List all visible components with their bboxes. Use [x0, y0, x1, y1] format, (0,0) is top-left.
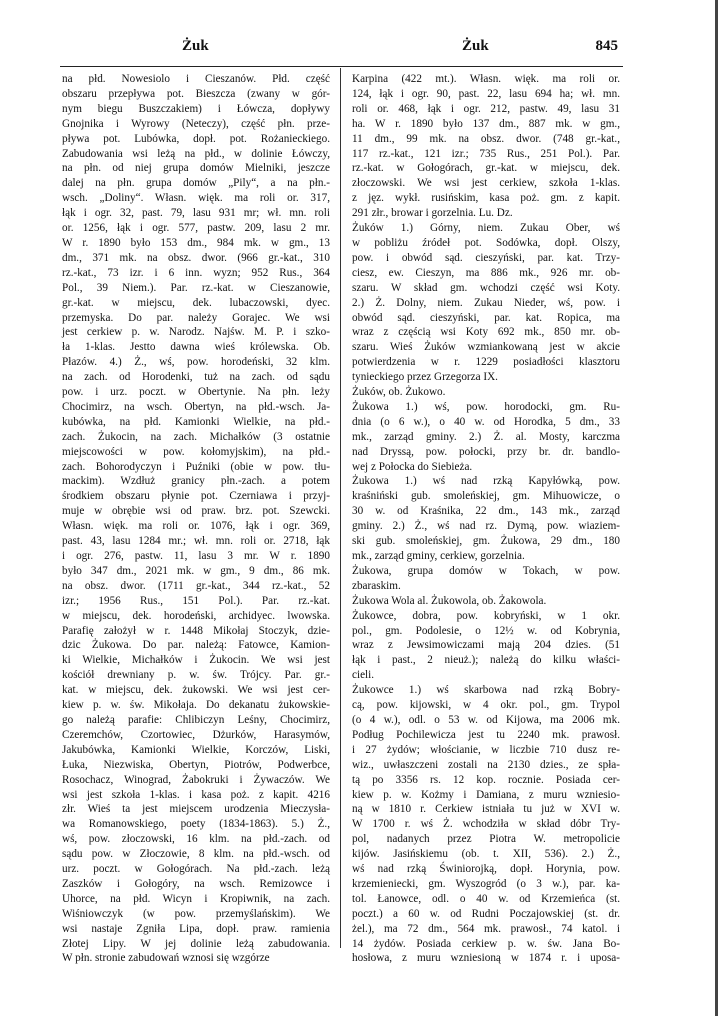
- text-line: izr.; 1956 Rus., 151 Pol.). Par. rz.-kat.: [62, 594, 330, 607]
- text-line: złoczowski. We wsi jest cerkiew, szkoła 1-klas.: [352, 177, 620, 190]
- text-line: wś, pow. złoczowski, 16 klm. na płd.-zach. od: [62, 833, 330, 846]
- text-line: dalej na płn. grupa domów „Pily“, a na płn.-: [62, 177, 330, 190]
- text-line: ki Wielkie, Michałków i Żukocin. We wsi jest: [62, 654, 330, 667]
- text-line: Zabudowania wsi leżą na płd., w dolinie Łówczy,: [62, 147, 330, 160]
- text-line: W r. 1890 było 153 dm., 984 mk. w gm., 13: [62, 236, 330, 249]
- text-line: gr.-kat. w miejscu, dek. lubaczowski, dyec.: [62, 296, 330, 309]
- text-line: zach. Bohorodyczyn i Puźniki (obie w pow. tłu-: [62, 460, 330, 473]
- text-line: 117 rz.-kat., 121 izr.; 735 Rus., 251 Pol.). Par.: [352, 147, 620, 160]
- text-line: Rosochacz, Winograd, Żabokruki i Żywaczów. We: [62, 773, 330, 786]
- header-right-title: Żuk: [462, 38, 489, 54]
- text-line: żel.), ma 72 dm., 564 mk. prawosł., 74 katol. i: [352, 922, 620, 935]
- text-line: Jakubówka, Kamionki Wielkie, Korczów, Liski,: [62, 743, 330, 756]
- text-line: środkiem obszaru płynie pot. Czerniawa i przyj-: [62, 490, 330, 503]
- text-line: Żukowa Wola al. Żukowola, ob. Żakowola.: [352, 594, 547, 607]
- text-line: past. 43, lasu 1284 mr.; wł. mn. roli or. 2718, łąk: [62, 535, 330, 548]
- text-line: W 1700 r. wś Ż. wchodziła w skład dóbr Try-: [352, 818, 620, 831]
- text-line: mk., zarząd gminy, cerkiew, gorzelnia.: [352, 550, 525, 562]
- text-line: zach. Żukocin, na zach. Michałków (3 ostatnie: [62, 430, 330, 443]
- text-line: Zaszków i Gołogóry, na wsch. Remizowce i: [62, 877, 330, 890]
- text-line: na obsz. dwor. (1711 gr.-kat., 344 rz.-kat., 52: [62, 579, 330, 592]
- text-line: Żuków 1.) Górny, niem. Zukau Ober, wś: [352, 222, 620, 235]
- text-line: Chocimirz, na wsch. Obertyn, na płd.-wsch. Ja-: [62, 400, 330, 413]
- text-line: Żukowa 1.) wś nad rzką Kapyłówką, pow.: [352, 475, 620, 488]
- text-line: Gnojnika i Wyrowy (Neteczy), część płn. prze-: [62, 117, 330, 130]
- text-line: Pol., 39 Niem.). Par. rz.-kat. w Cieszanowie,: [62, 281, 330, 294]
- text-line: wsi nastaje Zgniła Lipa, dopł. praw. ramienia: [62, 922, 330, 935]
- text-line: w pobliżu źródeł pot. Sodówka, dopł. Olszy,: [352, 236, 620, 249]
- text-line: na płn. od niej grupa domów Mielniki, jeszcze: [62, 162, 330, 175]
- text-line: kat. w miejscu, dek. żukowski. We wsi jest cer-: [62, 684, 330, 697]
- text-line: szaru. W skład gm. wchodzi część wsi Koty.: [352, 281, 620, 294]
- text-line: i ogr. 276, pastw. 11, lasu 3 mr. W r. 1890: [62, 550, 330, 562]
- text-line: pol, nadanych przez Piotra W. metropolicie: [352, 833, 620, 846]
- text-line: wraz z Jewsimowiczami mają 204 dzies. (51: [352, 639, 620, 652]
- text-line: kubówka, na płd. Kamionki Wielkie, na płd.-: [62, 415, 330, 428]
- text-line: Płazów. 4.) Ż., wś, pow. horodeński, 32 klm.: [62, 356, 330, 369]
- text-line: dzic Żukowa. Do par. należą: Fatowce, Kamion-: [62, 639, 330, 652]
- text-line: kraśniński gub. smoleńskiej, gm. Mihuowicze, o: [352, 490, 620, 503]
- text-line: wsi jest szkoła 1-klas. i kasa poż. z kapit. 4216: [62, 788, 330, 801]
- text-line: tol. Łanowce, odl. o 40 w. od Krzemieńca (st.: [352, 892, 620, 905]
- text-line: ciesz, ew. Cieszyn, ma 886 mk., 926 mr. ob-: [352, 266, 620, 279]
- text-line: kiew p. w. św. Mikołaja. Do dekanatu żukowskie-: [62, 699, 330, 712]
- text-line: go należą parafie: Chlibiczyn Leśny, Chocimirz,: [62, 713, 330, 726]
- text-line: Wiśniowczyk (w pow. przemyślańskim). We: [62, 907, 330, 920]
- text-line: ha. W r. 1890 było 137 dm., 887 mk. w gm.,: [352, 117, 620, 130]
- text-line: złr. Wieś ta jest miejscem urodzenia Mieczysła-: [62, 803, 330, 816]
- text-line: nad Dryssą, pow. połocki, przy br. dr. bandlo-: [352, 445, 620, 458]
- text-line: ski gub. smoleńskiej, gm. Żukowa, 29 dm., 180: [352, 535, 620, 548]
- text-line: 2.) Ż. Dolny, niem. Zukau Nieder, wś, pow. i: [352, 296, 620, 309]
- text-line: pol., gm. Podolesie, o 12½ w. od Kobrynia,: [352, 624, 620, 637]
- text-line: cą, pow. kijowski, w 4 okr. pol., gm. Trypol: [352, 699, 620, 712]
- text-line: dm., 371 mk. na obsz. dwor. (966 gr.-kat., 310: [62, 251, 330, 264]
- text-line: na płd. Nowesiolo i Cieszanów. Płd. część: [62, 73, 330, 85]
- text-line: wej z Połocka do Siebieża.: [352, 460, 473, 473]
- text-line: poczt.) a 60 w. od Rudni Poczajowskiej (st. dr.: [352, 907, 620, 920]
- text-line: pow. i obwód sąd. cieszyński, par. kat. Trzy-: [352, 251, 620, 264]
- text-line: mackim). Wzdłuż granicy płn.-zach. a potem: [62, 475, 330, 488]
- page-edge-shadow: [715, 0, 718, 1016]
- text-line: 14 żydów. Posiada cerkiew p. w. św. Jana Bo-: [352, 937, 620, 950]
- text-line: wsch. „Doliny“. Własn. więk. ma roli or. 317,: [62, 192, 330, 205]
- text-line: jest cerkiew p. w. Narodz. Najśw. M. P. i szko-: [62, 326, 330, 339]
- text-line: miejscowości w pow. kołomyjskim), na płd.-: [62, 445, 330, 458]
- text-line: Uhorce, na płd. Wicyn i Kropiwnik, na zach.: [62, 892, 330, 905]
- text-line: Łuka, Niezwiska, Obertyn, Piotrów, Podwerbce,: [62, 758, 330, 771]
- text-line: zbaraskim.: [352, 579, 401, 592]
- text-line: ną w 1810 r. Cerkiew istniała tu już w XVI w.: [352, 803, 620, 816]
- header-left-title: Żuk: [182, 38, 209, 54]
- text-line: Czeremchów, Czortowiec, Dżurków, Harasymów,: [62, 728, 330, 741]
- text-line: Parafię założył w r. 1448 Mikołaj Stoczyk, dzie-: [62, 624, 330, 637]
- text-line: Podług Pochilewicza jest tu 2240 mk. prawosł.: [352, 728, 620, 741]
- text-line: cieli.: [352, 669, 375, 682]
- text-line: gminy. 2.) Ż., wś nad rz. Dymą, pow. wiaziem-: [352, 520, 620, 533]
- text-line: rz.-kat., 73 izr. i 6 inn. wyzn; 952 Rus., 364: [62, 266, 330, 279]
- text-line: hosłowa, z muru wzniesioną w 1874 r. i uposa-: [352, 952, 620, 965]
- text-line: łąk i ogr. 32, past. 79, lasu 931 mr; wł. mn. roli: [62, 207, 330, 220]
- text-line: wś nad rzką Świniorojką, dopł. Horynia, pow.: [352, 863, 620, 876]
- text-line: Żukowa 1.) wś, pow. horodocki, gm. Ru-: [352, 400, 620, 413]
- text-line: nym biegu Buszczakiem) i Łówcza, dopływy: [62, 102, 330, 115]
- text-line: 11 dm., 99 mk. na obsz. dwor. (748 gr.-kat.,: [352, 132, 620, 145]
- text-line: z jęz. wykł. rusińskim, kasa poż. gm. z kapit.: [352, 192, 620, 205]
- text-line: i 27 żydów; włościanie, w liczbie 710 dusz re-: [352, 743, 620, 756]
- text-line: Żukowce 1.) wś skarbowa nad rzką Bobry-: [352, 684, 620, 697]
- text-line: 291 złr., browar i gorzelnia. Lu. Dz.: [352, 207, 513, 220]
- text-line: wiz., uwłaszczeni zostali na 2130 dzies., ze spła-: [352, 758, 620, 771]
- text-line: rz.-kat. w Gołogórach, gr.-kat. w miejscu, dek.: [352, 162, 620, 175]
- text-line: kijów. Jasińskiemu (ob. t. XII, 536). 2.) Ż.,: [352, 848, 620, 861]
- text-line: sądu pow. w Złoczowie, 8 klm. na płd.-wsch. od: [62, 848, 330, 861]
- text-line: or. 1256, łąk i ogr. 577, pastw. 209, lasu 2 mr.: [62, 222, 330, 235]
- left-column: [62, 72, 330, 965]
- text-line: dnia (o 6 w.), o 40 w. od Horodka, 5 dm., 33: [352, 415, 620, 428]
- right-column: [352, 72, 620, 965]
- text-line: potwierdzenia w r. 1229 posiadłości klasztoru: [352, 356, 620, 369]
- text-line: przemyska. Do par. należy Gorajec. We wsi: [62, 311, 330, 324]
- text-line: było 347 dm., 2021 mk. w gm., 9 dm., 86 mk.: [62, 564, 330, 577]
- text-line: obwód sąd. cieszyński, par. kat. Ropica, ma: [352, 311, 620, 324]
- text-line: Własn. więk. ma roli or. 1076, łąk i ogr. 369,: [62, 520, 330, 533]
- text-line: szaru. Wieś Żuków wzmiankowaną jest w akcie: [352, 341, 620, 354]
- text-line: muje w obrębie wsi od praw. brz. pot. Szewcki.: [62, 505, 330, 518]
- text-line: Żukowce, dobra, pow. kobryński, w 1 okr.: [352, 609, 620, 622]
- text-line: urz. poczt. w Gołogórach. Na płd.-zach. leżą: [62, 863, 330, 876]
- text-line: wa Romanowskiego, poety (1834-1863). 5.) Ż.,: [62, 818, 330, 831]
- column-divider: [340, 68, 341, 948]
- text-line: tą po 3356 rs. 12 kop. rocznie. Posiada cer-: [352, 773, 620, 786]
- text-line: obszaru przepływa pot. Bieszcza (zwany w gór-: [62, 87, 330, 100]
- text-line: 30 w. od Kraśnika, 22 dm., 143 mk., zarząd: [352, 505, 620, 518]
- page-number: 845: [595, 38, 618, 54]
- text-line: wraz z częścią wsi Koty 692 mk., 850 mr. ob-: [352, 326, 620, 339]
- text-line: tynieckiego przez Grzegorza IX.: [352, 371, 498, 384]
- text-line: Żuków, ob. Żukowo.: [352, 386, 446, 399]
- text-line: (o 4 w.), odl. o 53 w. od Kijowa, ma 2006 mk.: [352, 713, 620, 726]
- text-line: w miejscu, dek. horodeński, archidyec. lwowska.: [62, 609, 330, 622]
- text-line: roli or. 468, łąk i ogr. 212, pastw. 49, lasu 31: [352, 102, 620, 115]
- text-line: kościół drewniany p. w. św. Trójcy. Par. gr.-: [62, 669, 330, 682]
- text-line: Żukowa, grupa domów w Tokach, w pow.: [352, 564, 620, 577]
- text-line: W płn. stronie zabudowań wznosi się wzgórze: [62, 952, 270, 965]
- text-line: na zach. od Horodenki, tuż na zach. od sądu: [62, 371, 330, 384]
- text-line: pow. i urz. poczt. w Obertynie. Na płn. leży: [62, 386, 330, 399]
- text-line: ła 1-klas. Jestto dawna wieś królewska. Ob.: [62, 341, 330, 354]
- text-line: mk., zarząd gminy. 2.) Ż. al. Mosty, karczma: [352, 430, 620, 443]
- text-line: Karpina (422 mt.). Własn. więk. ma roli or.: [352, 73, 620, 85]
- text-line: krzemieniecki, gm. Wyszogród (o 3 w.), par. ka-: [352, 877, 620, 890]
- header-rule: [60, 66, 623, 67]
- text-line: kiew p. w. Kożmy i Damiana, z muru wzniesio-: [352, 788, 620, 801]
- running-header: [62, 38, 618, 58]
- text-line: Złotej Lipy. W jej dolinie leżą zabudowania.: [62, 937, 330, 950]
- text-line: łąk i past., 2 nieuż.); należą do kilku właści-: [352, 654, 620, 667]
- text-line: pływa pot. Lubówka, dopł. pot. Rożanieckiego.: [62, 132, 330, 145]
- text-line: 124, łąk i ogr. 90, past. 22, lasu 694 ha; wł. mn.: [352, 87, 620, 100]
